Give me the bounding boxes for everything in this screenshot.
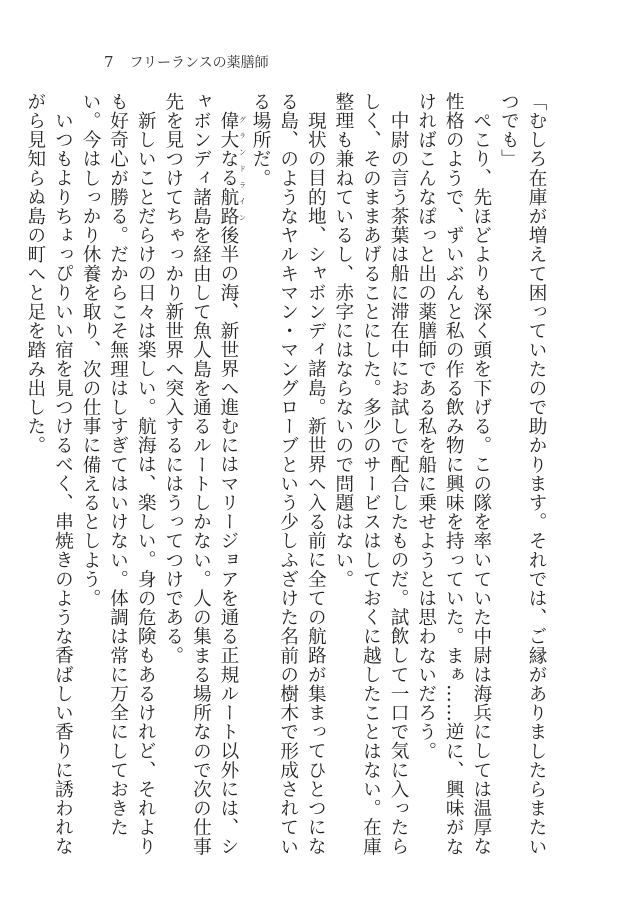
vertical-body-text — [21, 92, 550, 862]
ruby-reading: グランドライン — [238, 110, 247, 226]
ruby-base: 偉大なる航路 — [217, 110, 239, 226]
paragraph-5 — [159, 92, 246, 862]
running-header — [104, 52, 269, 72]
page-number: 7 — [104, 53, 114, 71]
paragraph-2: ぺこり、先ほどよりも深く頭を下げる。この隊を率いていた中尉は海兵にしては温厚な性格のようで、ずいぶんと私の作る飲み物に興味を持っていた。まぁ……逆に、興味がなければこんなぽっと出の薬膳師である私を船に乗せようとは思わないだろう。 — [415, 92, 492, 856]
paragraph-1: 「むしろ在庫が増えて困っていたので助かります。それでは、ご縁がありましたらまたいつでも」 — [498, 92, 547, 856]
paragraph-7: いつもよりちょっぴりいい宿を見つけるべく、串焼きのような香ばしい香りに誘われながら見知らぬ島の町へと足を踏み出した。 — [24, 92, 74, 856]
paragraph-6: 新しいことだらけの日々は楽しい。航海は、楽しい。身の危険もあるけれど、それよりも好奇心が勝る。だからこそ無理はしすぎてはいけない。体調は常に万全にしておきたい。今はしっかり休養を取り、次の仕事に備えるとしよう。 — [80, 92, 157, 856]
paragraph-3: 中尉の言う茶葉は船に滞在中にお試しで配合したものだ。試飲して一口で気に入ったらしく、そのままあげることにした。多少のサービスはしておくに越したことはない。在庫整理も兼ねているし、赤字にはならないので問題はない。 — [332, 92, 410, 856]
ruby-annotation — [217, 110, 247, 226]
chapter-title: フリーランスの薬膳師 — [129, 55, 269, 71]
paragraph-5-rest: 後半の海、新世界へ進むにはマリージョアを通る正規ルート以外には、シャボンディ諸島を経由して魚人島を通るルートしかない。人の集まる場所なので次の仕事先を見つけてちゃっかり新世界へ突入するにはうってつけである。 — [162, 92, 239, 856]
paragraph-4: 現状の目的地、シャボンディ諸島。新世界へ入る前に全ての航路が集まってひとつになる島、のようなヤルキマン・マングローブという少しふざけた名前の樹木で形成されている場所だ。 — [250, 92, 327, 856]
